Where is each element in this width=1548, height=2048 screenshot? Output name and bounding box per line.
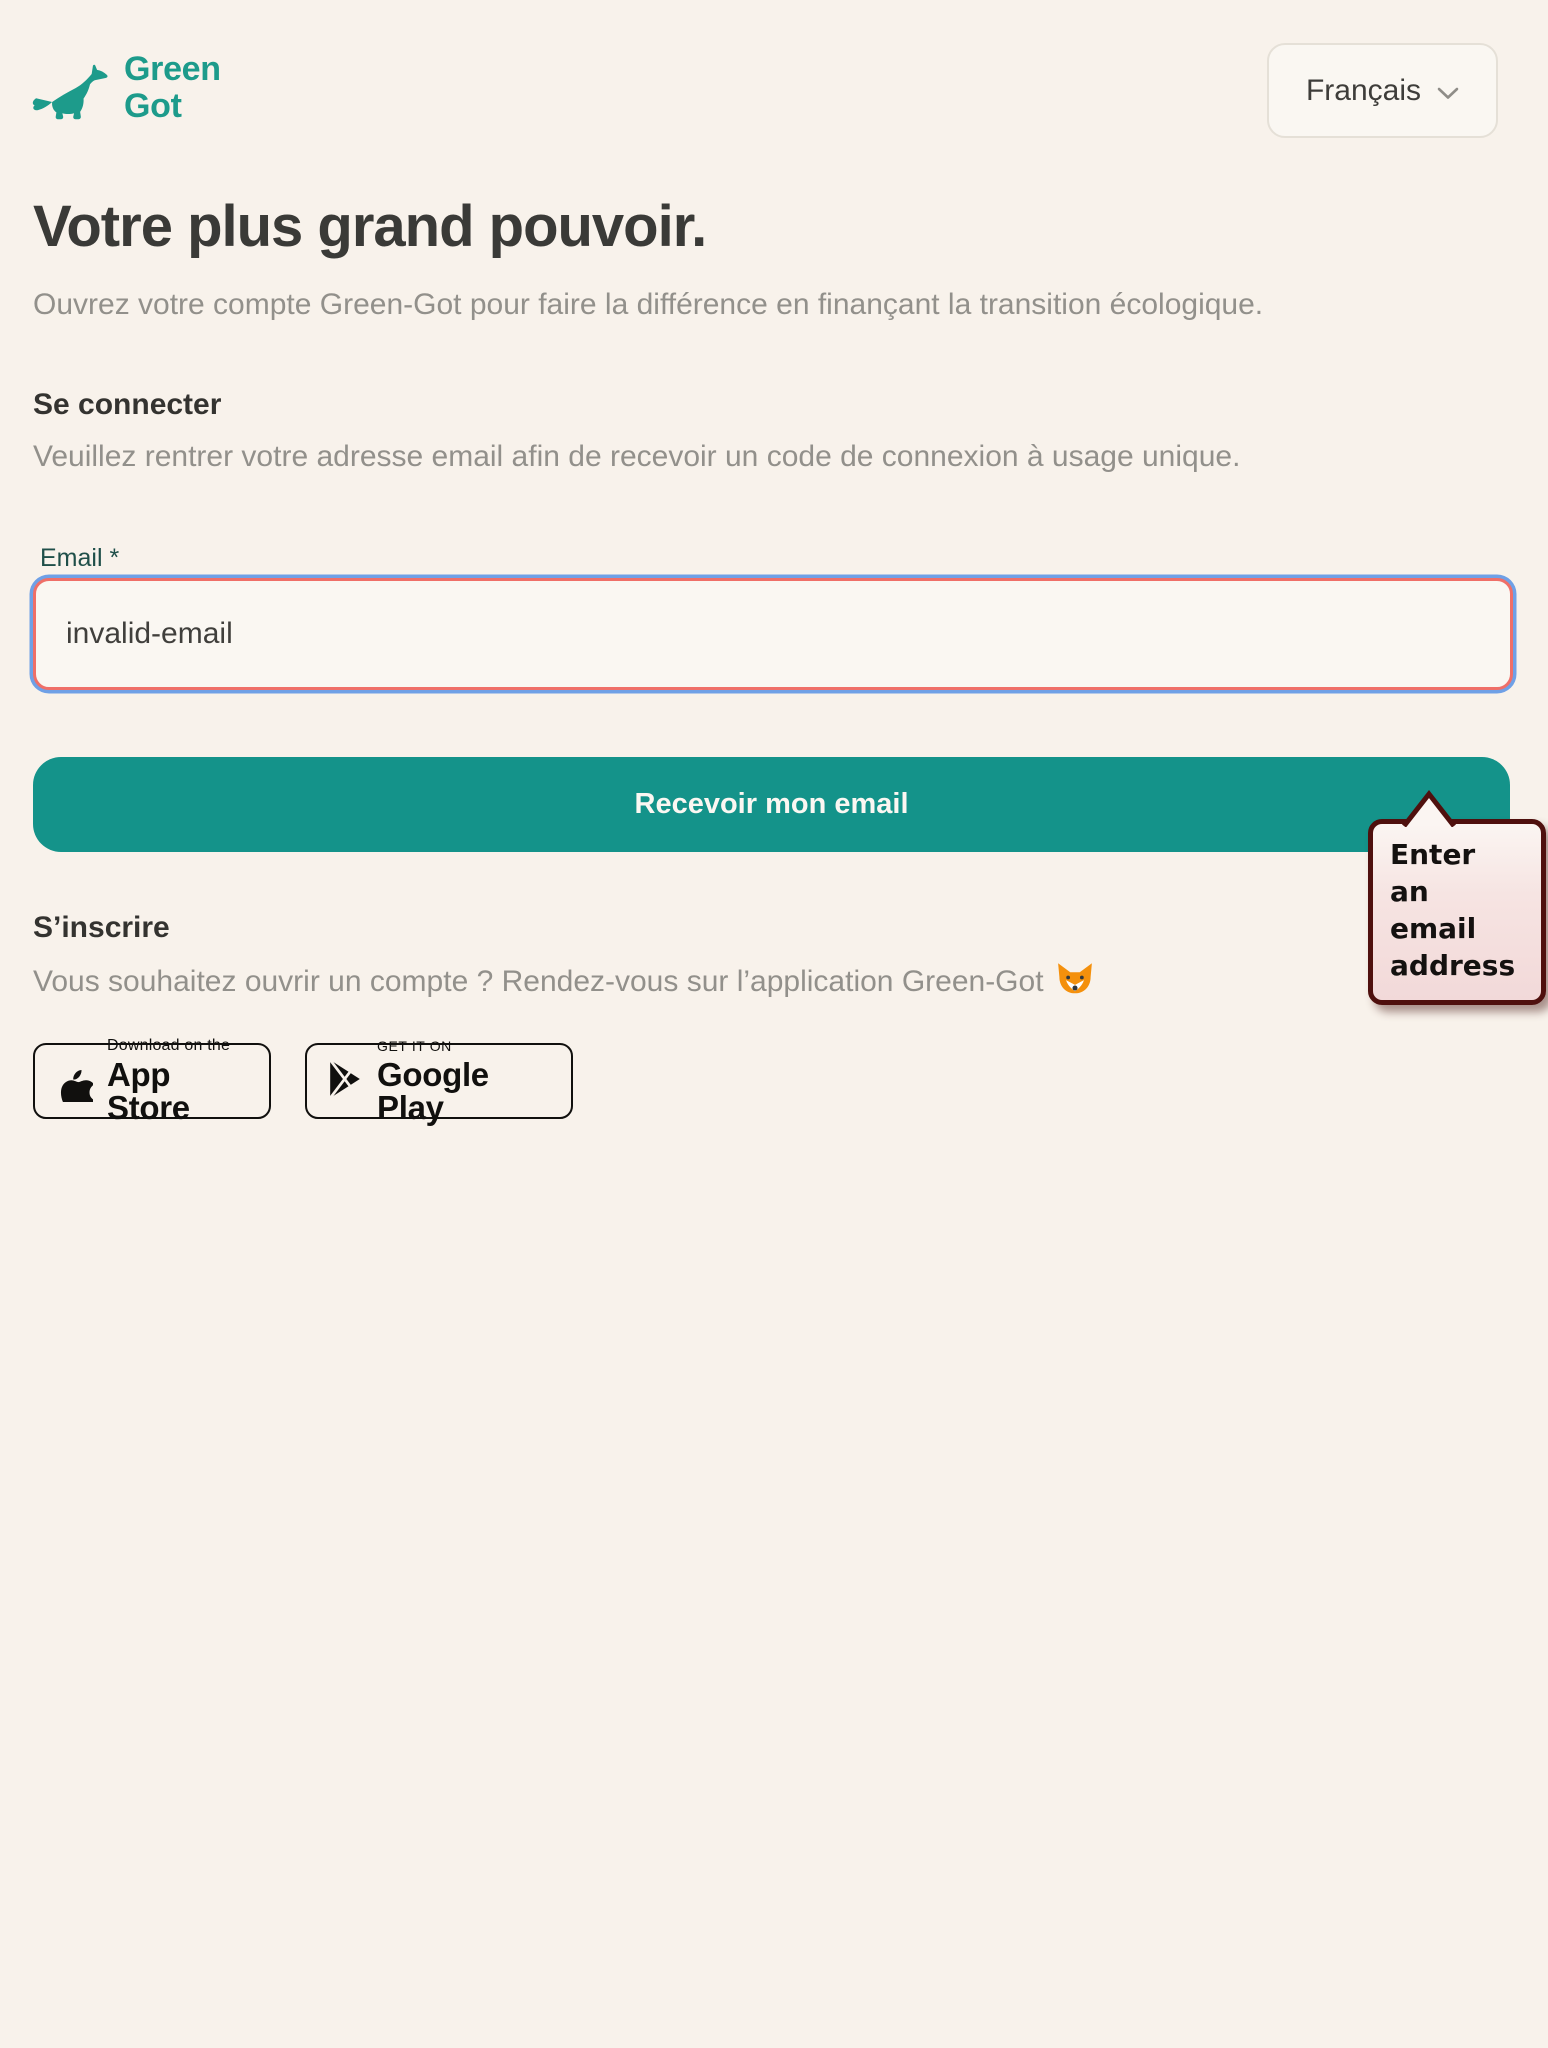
receive-email-button[interactable]: Recevoir mon email <box>33 757 1510 852</box>
google-play-badge-title: Google Play <box>377 1055 489 1126</box>
signup-text-row <box>33 960 1094 1004</box>
validation-tooltip: Enter an email address <box>1368 819 1546 1005</box>
chevron-down-icon <box>1437 74 1459 108</box>
logo-text-line2: Got <box>124 86 182 125</box>
page-title: Votre plus grand pouvoir. <box>33 194 707 259</box>
app-store-badge-tagline: Download on the <box>107 1037 231 1054</box>
email-label: Email * <box>40 544 120 572</box>
app-store-badge-title: App Store <box>107 1056 190 1126</box>
signup-text: Vous souhaitez ouvrir un compte ? Rendez-vous sur l’application Green-Got <box>33 965 1044 998</box>
logo-text-line1: Green <box>124 49 221 88</box>
page-subtitle: Ouvrez votre compte Green-Got pour faire la différence en finançant la transition écologique. <box>33 288 1264 321</box>
fox-logo-icon <box>30 50 114 125</box>
validation-tooltip-arrow <box>1400 789 1458 832</box>
language-selector-value: Français <box>1305 73 1422 107</box>
signup-heading: S’inscrire <box>33 911 170 944</box>
apple-logo-icon <box>55 1056 93 1107</box>
email-input[interactable] <box>33 578 1513 690</box>
brand-logo <box>30 50 221 125</box>
login-instructions: Veuillez rentrer votre adresse email afin de recevoir un code de connexion à usage unique. <box>33 440 1241 473</box>
google-play-logo-icon <box>327 1058 363 1105</box>
login-heading: Se connecter <box>33 388 222 421</box>
google-play-badge[interactable] <box>305 1037 573 1126</box>
google-play-badge-tagline: GET IT ON <box>377 1037 452 1054</box>
app-store-badge[interactable] <box>33 1037 271 1126</box>
fox-emoji <box>1056 960 1094 1004</box>
language-selector[interactable] <box>1267 43 1498 138</box>
